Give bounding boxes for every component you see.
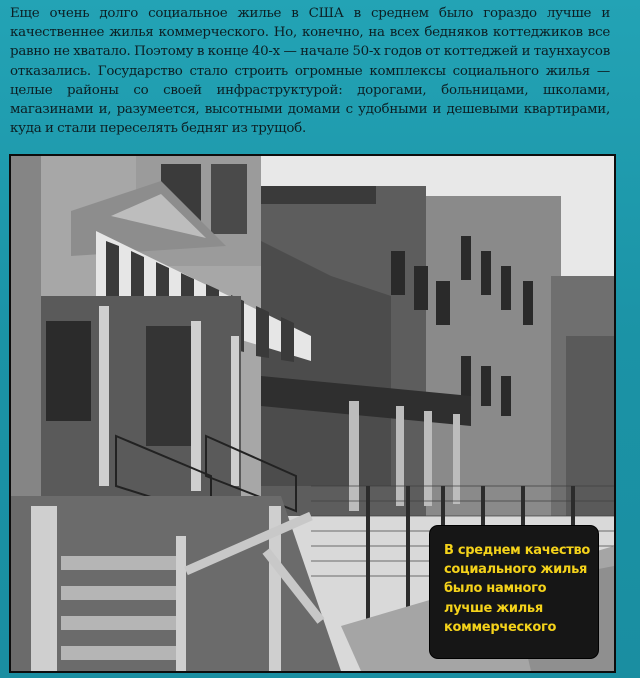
intro-paragraph: Еще очень долго социальное жилье в США в среднем было гораздо лучше и качественнее жилья коммерческого. Но, конечно, на всех бедняков коттеджиков все равно не хватало. Поэтому в конце 40-х — начале 50-х годов от коттеджей и таунхаусов отказались. Государство стало строить огромные комплексы социального жилья — целые районы со своей инфраструктурой: дорогами, больницами, школами, магазинами и, разумеется, высотными домами с удобными и дешевыми квартирами, куда и стали переселять бедняг из трущоб. xyxy=(10,6,610,137)
callout-text: В среднем качество социального жилья было намного лучше жилья коммерческого xyxy=(444,543,591,635)
